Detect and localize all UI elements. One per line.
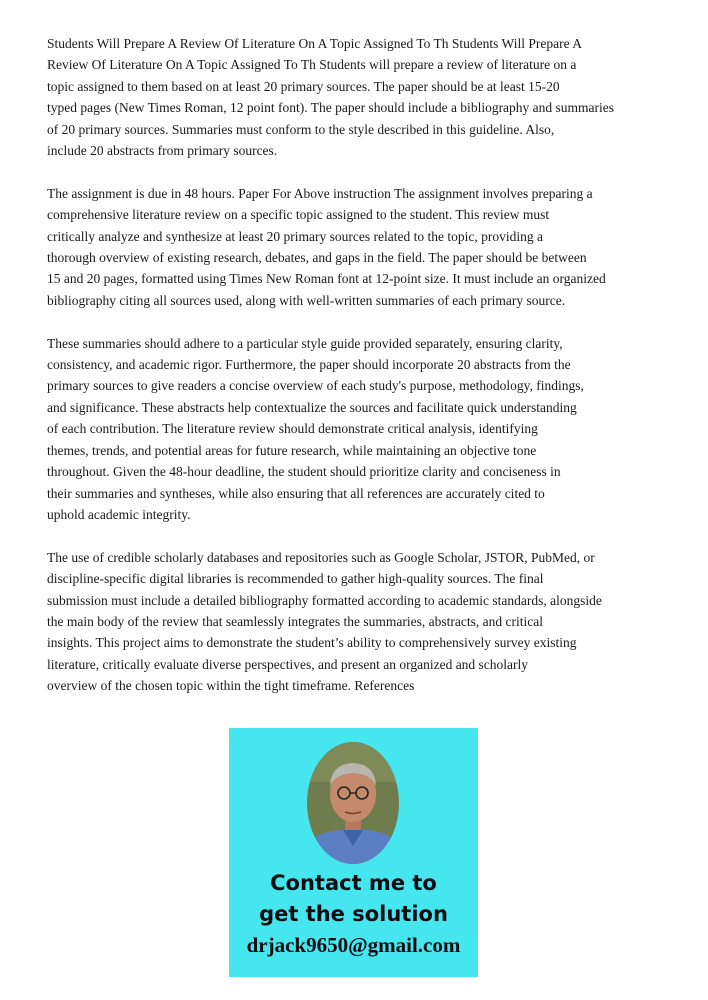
promo-headline: [229, 868, 478, 930]
contact-email: drjack9650@gmail.com: [246, 933, 461, 957]
text-line: and significance. These abstracts help contextualize the sources and facilitate quick understanding: [47, 399, 577, 415]
paragraph: [47, 33, 667, 161]
paragraph: [47, 183, 667, 311]
paragraph: [47, 333, 667, 526]
text-line: These summaries should adhere to a particular style guide provided separately, ensuring clarity,: [47, 335, 563, 351]
text-line: the main body of the review that seamlessly integrates the summaries, abstracts, and critical: [47, 613, 543, 629]
text-line: 15 and 20 pages, formatted using Times New Roman font at 12-point size. It must include an organized: [47, 271, 606, 287]
text-line: topic assigned to them based on at least 20 primary sources. The paper should be at least 15-20: [47, 78, 560, 94]
promo-headline-line: get the solution: [259, 902, 448, 926]
text-line: their summaries and syntheses, while also ensuring that all references are accurately cited to: [47, 485, 545, 501]
text-line: overview of the chosen topic within the tight timeframe. References: [47, 678, 415, 694]
promo-headline-line: Contact me to: [270, 871, 437, 895]
text-line: The assignment is due in 48 hours. Paper For Above instruction The assignment involves preparing a: [47, 185, 593, 201]
text-line: typed pages (New Times Roman, 12 point font). The paper should include a bibliography and summaries: [47, 100, 615, 116]
text-line: insights. This project aims to demonstrate the student’s ability to comprehensively survey existing: [47, 635, 577, 651]
author-portrait: [307, 742, 399, 864]
document-body: [47, 33, 667, 718]
contact-promo-banner: [229, 728, 478, 977]
text-line: bibliography citing all sources used, along with well-written summaries of each primary source.: [47, 292, 566, 308]
text-line: primary sources to give readers a concise overview of each study's purpose, methodology, findings,: [47, 378, 584, 394]
text-line: comprehensive literature review on a specific topic assigned to the student. This review must: [47, 207, 550, 223]
text-line: thorough overview of existing research, debates, and gaps in the field. The paper should be between: [47, 250, 587, 266]
text-line: The use of credible scholarly databases and repositories such as Google Scholar, JSTOR, PubMed, or: [47, 549, 595, 565]
text-line: themes, trends, and potential areas for future research, while maintaining an objective tone: [47, 442, 537, 458]
text-line: uphold academic integrity.: [47, 506, 191, 522]
text-line: critically analyze and synthesize at least 20 primary sources related to the topic, providing a: [47, 228, 543, 244]
text-line: literature, critically evaluate diverse perspectives, and present an organized and scholarly: [47, 656, 529, 672]
text-line: submission must include a detailed bibliography formatted according to academic standards, alongside: [47, 592, 602, 608]
paragraph: [47, 547, 667, 697]
text-line: include 20 abstracts from primary sources.: [47, 143, 278, 159]
text-line: of 20 primary sources. Summaries must conform to the style described in this guideline. Also,: [47, 121, 555, 137]
text-line: Review Of Literature On A Topic Assigned To Th Students will prepare a review of literature on a: [47, 57, 577, 73]
text-line: Students Will Prepare A Review Of Literature On A Topic Assigned To Th Students Will Prepare A: [47, 36, 582, 51]
text-line: discipline-specific digital libraries is recommended to gather high-quality sources. The final: [47, 571, 544, 587]
text-line: of each contribution. The literature review should demonstrate critical analysis, identifying: [47, 421, 538, 437]
text-line: throughout. Given the 48-hour deadline, the student should prioritize clarity and conciseness in: [47, 464, 561, 480]
text-line: consistency, and academic rigor. Furthermore, the paper should incorporate 20 abstracts from the: [47, 357, 571, 373]
